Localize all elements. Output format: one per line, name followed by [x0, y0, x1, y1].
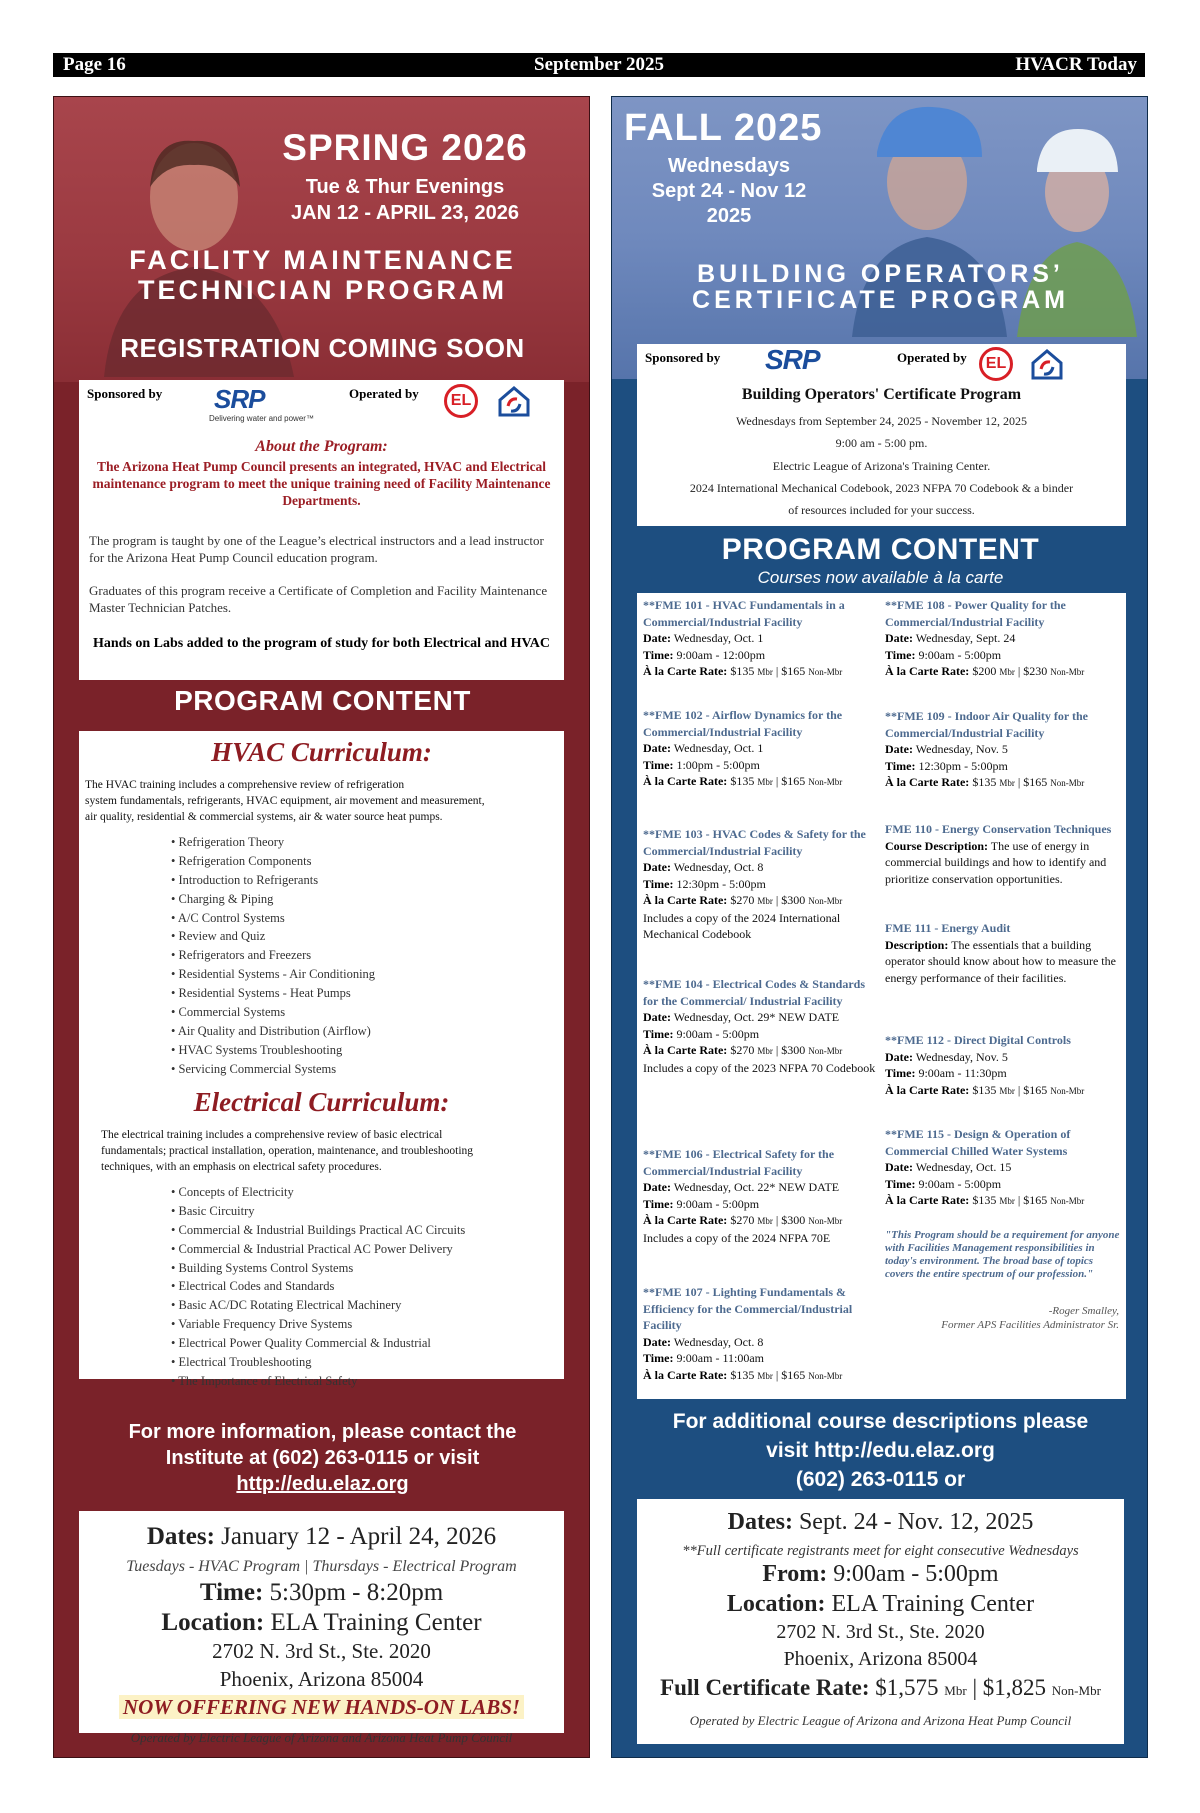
- date-value: Wednesday, Oct. 22* NEW DATE: [673, 1180, 840, 1194]
- hero-banner-right: [612, 97, 1148, 379]
- labs-text: Hands on Labs added to the program of study for both Electrical and HVAC: [92, 636, 550, 651]
- time-value: 9:00am - 5:00pm: [676, 1026, 760, 1041]
- rate-label: À la Carte Rate:: [885, 1193, 970, 1207]
- program-info-box: [637, 344, 1126, 526]
- course-time: [643, 876, 878, 893]
- location-value: ELA Training Center: [831, 1591, 1035, 1617]
- full-rate-member-label: Mbr: [944, 1683, 967, 1698]
- program-title-line2: TECHNICIAN PROGRAM: [138, 275, 507, 305]
- nonmember-label: Non-Mbr: [808, 667, 843, 677]
- date-label: Date:: [643, 631, 671, 645]
- time-row: [79, 1579, 564, 1607]
- course-title: **FME 101 - HVAC Fundamentals in a Commercial/Industrial Facility: [643, 598, 845, 629]
- description-text: The use of energy in commercial buildings and how to identify and prioritize conservation opportunities.: [885, 838, 1107, 886]
- from-value: 9:00am - 5:00pm: [833, 1561, 999, 1587]
- date-label: Date:: [643, 1180, 671, 1194]
- rate-label: À la Carte Rate:: [885, 775, 970, 789]
- electrical-intro-line: The electrical training includes a comprehensive review of basic electrical: [101, 1129, 443, 1141]
- author-name: -Roger Smalley,: [1048, 1305, 1119, 1317]
- course-rate: À la Carte Rate: $135 Mbr | $165 Non-Mbr: [643, 664, 843, 678]
- course-title: **FME 102 - Airflow Dynamics for the Commercial/Industrial Facility: [643, 708, 843, 739]
- hvac-intro-line: The HVAC training includes a comprehensive review of refrigeration: [85, 779, 405, 791]
- course-time: [885, 758, 1120, 775]
- electrical-curriculum-title: Electrical Curriculum:: [193, 1087, 450, 1117]
- course-rate: À la Carte Rate: $135 Mbr | $165 Non-Mbr: [885, 775, 1085, 789]
- page-number: Page 16: [63, 54, 126, 75]
- course-title: FME 110 - Energy Conservation Techniques: [885, 822, 1112, 836]
- list-item: • Electrical Power Quality Commercial & Industrial: [171, 1334, 465, 1353]
- course-date: [643, 1009, 878, 1026]
- date-value: Wednesday, Oct. 1: [673, 631, 764, 645]
- rate-nonmember: $230: [1023, 664, 1048, 678]
- rate-member: $135: [730, 774, 755, 788]
- description-label: Description:: [885, 937, 949, 952]
- srp-logo-icon: SRP: [765, 344, 820, 375]
- schedule: [240, 174, 570, 226]
- address-line1: 2702 N. 3rd St., Ste. 2020: [212, 1639, 431, 1663]
- labs-banner-text: NOW OFFERING NEW HANDS-ON LABS!: [119, 1695, 524, 1719]
- rate-nonmember: $165: [1023, 1193, 1048, 1207]
- rate-member: $135: [972, 1082, 997, 1097]
- program-title: [612, 261, 1148, 313]
- time-value: 9:00am - 5:00pm: [918, 647, 1002, 662]
- schedule-details-box: [79, 1511, 564, 1745]
- nonmember-label: Non-Mbr: [808, 1216, 843, 1226]
- list-item: • Residential Systems - Heat Pumps: [171, 984, 375, 1003]
- date-label: Date:: [643, 860, 671, 874]
- time-label: Time:: [643, 1026, 674, 1041]
- course-fme-102: [643, 707, 878, 791]
- schedule-details-box: [637, 1499, 1124, 1744]
- full-rate-nonmember: $1,825: [982, 1675, 1047, 1700]
- time-label: Time:: [643, 1351, 674, 1365]
- hero-banner-left: [54, 97, 590, 382]
- rate-nonmember: $300: [781, 1043, 806, 1057]
- list-item: • Air Quality and Distribution (Airflow): [171, 1022, 375, 1041]
- time-label: Time:: [885, 1176, 916, 1191]
- time-label: Time:: [885, 758, 916, 773]
- program-content-subheading: Courses now available à la carte: [757, 568, 1004, 587]
- location-value: ELA Training Center: [270, 1609, 482, 1636]
- operated-note: Operated by Electric League of Arizona and Arizona Heat Pump Council: [130, 1730, 513, 1745]
- facility-maintenance-ad: [53, 96, 590, 1758]
- graduates-text: Graduates of this program receive a Certificate of Completion and Facility Maintenance Master Technician Patches.: [89, 583, 548, 615]
- author-role: Former APS Facilities Administrator Sr.: [941, 1319, 1119, 1331]
- time-value: 9:00am - 5:00pm: [918, 1176, 1002, 1191]
- dates-row: [637, 1509, 1124, 1536]
- course-title: **FME 109 - Indoor Air Quality for the Commercial/Industrial Facility: [885, 709, 1089, 740]
- member-label: Mbr: [999, 778, 1015, 788]
- member-label: Mbr: [999, 667, 1015, 677]
- course-time: [643, 1196, 878, 1213]
- list-item: • Introduction to Refrigerants: [171, 871, 375, 890]
- date-label: Date:: [643, 1334, 671, 1349]
- date-label: Date:: [643, 1010, 671, 1024]
- list-item: • Residential Systems - Air Conditioning: [171, 965, 375, 984]
- rate-nonmember: $165: [781, 1367, 806, 1382]
- member-label: Mbr: [757, 667, 773, 677]
- masthead: [53, 53, 1145, 77]
- course-fme-112: [885, 1032, 1120, 1099]
- operated-by-label: Operated by: [897, 350, 967, 365]
- nonmember-label: Non-Mbr: [808, 1370, 843, 1381]
- dates-note: Tuesdays - HVAC Program | Thursdays - Electrical Program: [126, 1558, 517, 1575]
- rate-member: $270: [730, 1043, 755, 1057]
- member-label: Mbr: [999, 1085, 1015, 1096]
- member-label: Mbr: [757, 896, 773, 906]
- list-item: • Charging & Piping: [171, 890, 375, 909]
- course-fme-115: [885, 1126, 1120, 1210]
- rate-member: $270: [730, 893, 755, 907]
- sponsored-by-label: Sponsored by: [645, 350, 721, 365]
- member-label: Mbr: [757, 1046, 773, 1056]
- dates-label: Dates:: [146, 1523, 215, 1550]
- course-title: **FME 104 - Electrical Codes & Standards for the Commercial/ Industrial Facility: [643, 977, 865, 1008]
- nonmember-label: Non-Mbr: [1050, 667, 1085, 677]
- testimonial-author: [885, 1304, 1119, 1332]
- program-content-heading: PROGRAM CONTENT: [721, 533, 1040, 566]
- list-item: • Refrigeration Components: [171, 852, 375, 871]
- course-fme-103: [643, 826, 878, 943]
- member-label: Mbr: [757, 777, 773, 787]
- time-label: Time:: [643, 1196, 674, 1211]
- course-fme-109: [885, 708, 1120, 792]
- course-extra: Includes a copy of the 2024 NFPA 70E: [643, 1230, 831, 1245]
- rate-label: À la Carte Rate:: [643, 1367, 728, 1382]
- nonmember-label: Non-Mbr: [808, 896, 843, 906]
- program-info-line: Electric League of Arizona's Training Center.: [772, 459, 991, 473]
- from-row: [637, 1561, 1124, 1588]
- list-item: • Commercial & Industrial Buildings Practical AC Circuits: [171, 1221, 465, 1240]
- dates-row: [79, 1523, 564, 1551]
- time-value: 9:00am - 12:00pm: [676, 647, 766, 662]
- labs-banner: [79, 1695, 564, 1720]
- rate-member: $135: [730, 1367, 755, 1382]
- course-fme-104: [643, 976, 878, 1076]
- course-time: [643, 1350, 878, 1367]
- date-value: Wednesday, Nov. 5: [915, 742, 1008, 756]
- list-item: • Commercial & Industrial Practical AC Power Delivery: [171, 1240, 465, 1259]
- rate-nonmember: $300: [781, 893, 806, 907]
- schedule-dates: Sept 24 - Nov 12: [651, 180, 807, 202]
- season-title: FALL 2025: [624, 107, 823, 149]
- program-info-line: of resources included for your success.: [788, 503, 975, 517]
- curriculum-box: [79, 731, 564, 1388]
- dates-label: Dates:: [727, 1509, 793, 1535]
- list-item: • Building Systems Control Systems: [171, 1259, 465, 1278]
- location-label: Location:: [726, 1591, 826, 1617]
- course-time: [885, 1176, 1120, 1193]
- time-value: 12:30pm - 5:00pm: [676, 876, 766, 891]
- course-rate: À la Carte Rate: $135 Mbr | $165 Non-Mbr: [885, 1082, 1085, 1097]
- time-label: Time:: [885, 647, 916, 662]
- course-title: **FME 115 - Design & Operation of Commercial Chilled Water Systems: [885, 1127, 1071, 1158]
- rate-nonmember: $165: [781, 664, 806, 678]
- program-title-line1: BUILDING OPERATORS’: [697, 260, 1064, 288]
- schedule: [624, 154, 834, 229]
- list-item: • Commercial Systems: [171, 1003, 375, 1022]
- rate-label: À la Carte Rate:: [885, 664, 970, 678]
- srp-tagline: Delivering water and power™: [209, 414, 314, 423]
- website-link[interactable]: http://edu.elaz.org: [236, 1473, 409, 1495]
- about-box: [79, 380, 564, 680]
- course-title: **FME 103 - HVAC Codes & Safety for the Commercial/Industrial Facility: [643, 827, 866, 858]
- hvac-topic-list: [171, 833, 375, 1079]
- rate-member: $135: [972, 1193, 997, 1207]
- contact-line: For additional course descriptions please: [672, 1410, 1089, 1433]
- course-time: [885, 647, 1120, 664]
- list-item: • Review and Quiz: [171, 927, 375, 946]
- contact-line: Institute at (602) 263-0115 or visit: [165, 1447, 480, 1469]
- time-label: Time:: [199, 1579, 264, 1606]
- course-date: [643, 1334, 878, 1351]
- about-title: About the Program:: [255, 438, 388, 455]
- address-line1: 2702 N. 3rd St., Ste. 2020: [776, 1621, 985, 1643]
- building-operators-ad: [611, 96, 1148, 1758]
- about-text: The Arizona Heat Pump Council presents an integrated, HVAC and Electrical maintenance program to meet the unique training need of Facility Maintenance Departments.: [92, 459, 551, 508]
- schedule-days: Tue & Thur Evenings: [305, 176, 505, 198]
- course-title: FME 111 - Energy Audit: [885, 921, 1011, 935]
- course-time: [643, 757, 878, 774]
- rate-member: $135: [730, 664, 755, 678]
- srp-logo-icon: SRP: [214, 384, 265, 414]
- date-label: Date:: [885, 631, 913, 645]
- list-item: • Basic Circuitry: [171, 1202, 465, 1221]
- nonmember-label: Non-Mbr: [808, 777, 843, 787]
- date-value: Wednesday, Sept. 24: [915, 631, 1016, 645]
- course-rate: À la Carte Rate: $270 Mbr | $300 Non-Mbr: [643, 1043, 843, 1057]
- time-label: Time:: [885, 1066, 916, 1080]
- course-fme-111: [885, 920, 1120, 986]
- member-label: Mbr: [757, 1370, 773, 1381]
- rate-nonmember: $165: [1023, 1082, 1048, 1097]
- contact-info-right: [612, 1407, 1148, 1494]
- date-label: Date:: [885, 742, 913, 756]
- course-title: **FME 106 - Electrical Safety for the Commercial/Industrial Facility: [643, 1147, 835, 1178]
- course-list-box: [637, 593, 1126, 1399]
- date-value: Wednesday, Oct. 15: [915, 1160, 1012, 1174]
- contact-line: For more information, please contact the: [128, 1421, 517, 1443]
- date-value: Wednesday, Nov. 5: [915, 1049, 1008, 1064]
- program-info-line: 2024 International Mechanical Codebook, 2023 NFPA 70 Codebook & a binder: [689, 481, 1074, 495]
- rate-label: À la Carte Rate:: [643, 774, 728, 788]
- course-extra: Includes a copy of the 2024 International Mechanical Codebook: [643, 910, 841, 941]
- list-item: • A/C Control Systems: [171, 909, 375, 928]
- schedule-year: 2025: [706, 205, 752, 227]
- course-rate: À la Carte Rate: $270 Mbr | $300 Non-Mbr: [643, 1213, 843, 1227]
- full-rate-row: Full Certificate Rate: $1,575 Mbr | $1,825 Non-Mbr: [660, 1675, 1101, 1700]
- course-date: [885, 630, 1120, 647]
- course-date: [885, 1159, 1120, 1176]
- hvac-intro-line: air quality, residential & commercial systems, air & water source heat pumps.: [85, 811, 443, 823]
- rate-label: À la Carte Rate:: [643, 893, 728, 907]
- list-item: • Servicing Commercial Systems: [171, 1060, 375, 1079]
- time-value: 5:30pm - 8:20pm: [269, 1579, 444, 1606]
- program-info-line: Wednesdays from September 24, 2025 - November 12, 2025: [736, 414, 1027, 428]
- full-rate-nonmember-label: Non-Mbr: [1051, 1683, 1101, 1698]
- course-date: [643, 859, 878, 876]
- list-item: • Electrical Codes and Standards: [171, 1277, 465, 1296]
- registration-notice: REGISTRATION COMING SOON: [120, 333, 525, 363]
- testimonial-quote: "This Program should be a requirement for anyone with Facilities Management responsibilities in today's environment. The broad base of topics covers the entire spectrum of our profession.": [885, 1229, 1120, 1280]
- season-title: SPRING 2026: [282, 127, 528, 168]
- course-extra: Includes a copy of the 2023 NFPA 70 Codebook: [643, 1060, 876, 1075]
- program-info-line: 9:00 am - 5:00 pm.: [835, 436, 928, 450]
- description-text: The essentials that a building operator should know about how to measure the energy performance of their facilities.: [885, 937, 1116, 985]
- course-description: [885, 838, 1120, 888]
- nonmember-label: Non-Mbr: [1050, 778, 1085, 788]
- rate-nonmember: $300: [781, 1213, 806, 1227]
- list-item: • Refrigeration Theory: [171, 833, 375, 852]
- publication-name: HVACR Today: [1015, 54, 1137, 75]
- address-line2: Phoenix, Arizona 85004: [783, 1648, 978, 1670]
- time-value: 9:00am - 5:00pm: [676, 1196, 760, 1211]
- program-content-heading: PROGRAM CONTENT: [174, 685, 471, 716]
- rate-member: $200: [972, 664, 997, 678]
- instructor-text: The program is taught by one of the League’s electrical instructors and a lead instructor for the Arizona Heat Pump Council education program.: [89, 533, 544, 565]
- course-time: [643, 1026, 878, 1043]
- nonmember-label: Non-Mbr: [1050, 1196, 1085, 1206]
- operated-by-label: Operated by: [349, 386, 419, 401]
- course-date: [643, 740, 878, 757]
- member-label: Mbr: [757, 1216, 773, 1226]
- rate-label: À la Carte Rate:: [643, 664, 728, 678]
- electric-league-logo-icon: EL: [979, 347, 1013, 381]
- schedule-days: Wednesdays: [668, 155, 790, 177]
- dates-note: **Full certificate registrants meet for eight consecutive Wednesdays: [682, 1543, 1079, 1559]
- course-fme-101: [643, 597, 878, 681]
- hvac-intro-line: system fundamentals, refrigerants, HVAC equipment, air movement and measurement,: [85, 795, 485, 807]
- program-title-line2: CERTIFICATE PROGRAM: [692, 286, 1069, 314]
- heat-pump-council-logo-icon: [497, 384, 531, 418]
- time-label: Time:: [643, 647, 674, 662]
- nonmember-label: Non-Mbr: [808, 1046, 843, 1056]
- date-value: Wednesday, Oct. 8: [673, 860, 764, 874]
- schedule-dates: JAN 12 - APRIL 23, 2026: [291, 202, 519, 224]
- course-title: **FME 107 - Lighting Fundamentals & Efficiency for the Commercial/Industrial Facility: [643, 1285, 853, 1332]
- electrical-topic-list: [171, 1183, 465, 1391]
- electrical-intro-line: techniques, with an emphasis on electrical safety procedures.: [101, 1161, 382, 1173]
- rate-member: $135: [972, 775, 997, 789]
- contact-line: (602) 263-0115 or: [795, 1468, 966, 1491]
- date-label: Date:: [643, 741, 671, 755]
- location-label: Location:: [161, 1609, 265, 1636]
- time-value: 1:00pm - 5:00pm: [676, 757, 760, 772]
- list-item: • HVAC Systems Troubleshooting: [171, 1041, 375, 1060]
- date-label: Date:: [885, 1160, 913, 1174]
- course-fme-110: [885, 821, 1120, 887]
- program-title-line1: FACILITY MAINTENANCE: [129, 245, 516, 275]
- date-value: Wednesday, Oct. 1: [673, 741, 764, 755]
- course-description: [885, 937, 1120, 987]
- course-title: **FME 112 - Direct Digital Controls: [885, 1033, 1071, 1047]
- list-item: • Refrigerators and Freezers: [171, 946, 375, 965]
- rate-label: À la Carte Rate:: [885, 1082, 970, 1097]
- list-item: • Electrical Troubleshooting: [171, 1353, 465, 1372]
- course-title: **FME 108 - Power Quality for the Commercial/Industrial Facility: [885, 598, 1066, 629]
- rate-label: À la Carte Rate:: [643, 1213, 728, 1227]
- list-item: • Variable Frequency Drive Systems: [171, 1315, 465, 1334]
- course-rate: À la Carte Rate: $270 Mbr | $300 Non-Mbr: [643, 893, 843, 907]
- heat-pump-council-logo-icon: [1030, 347, 1064, 381]
- sponsored-by-label: Sponsored by: [87, 386, 163, 401]
- course-fme-106: [643, 1146, 878, 1246]
- member-label: Mbr: [999, 1196, 1015, 1206]
- course-time: [643, 647, 878, 664]
- program-info-title: Building Operators' Certificate Program: [741, 386, 1022, 403]
- contact-line-url[interactable]: visit http://edu.elaz.org: [766, 1439, 995, 1462]
- description-label: Course Description:: [885, 838, 988, 853]
- time-label: Time:: [643, 876, 674, 891]
- rate-nonmember: $165: [781, 774, 806, 788]
- time-value: 9:00am - 11:30pm: [918, 1066, 1007, 1080]
- list-item: • Concepts of Electricity: [171, 1183, 465, 1202]
- list-item: • Basic AC/DC Rotating Electrical Machinery: [171, 1296, 465, 1315]
- issue-date: September 2025: [534, 54, 664, 75]
- course-rate: À la Carte Rate: $135 Mbr | $165 Non-Mbr: [643, 1367, 843, 1382]
- course-rate: À la Carte Rate: $200 Mbr | $230 Non-Mbr: [885, 664, 1085, 678]
- course-rate: À la Carte Rate: $135 Mbr | $165 Non-Mbr: [643, 774, 843, 788]
- hvac-intro: [85, 777, 559, 825]
- course-rate: À la Carte Rate: $135 Mbr | $165 Non-Mbr: [885, 1193, 1085, 1207]
- program-title: [54, 245, 590, 305]
- course-fme-108: [885, 597, 1120, 681]
- date-value: Wednesday, Oct. 8: [673, 1334, 764, 1349]
- rate-member: $270: [730, 1213, 755, 1227]
- nonmember-label: Non-Mbr: [1050, 1085, 1085, 1096]
- time-label: Time:: [643, 757, 674, 772]
- course-date: [885, 1049, 1120, 1066]
- electrical-intro: [101, 1127, 561, 1175]
- course-date: [643, 1179, 878, 1196]
- course-time: [885, 1065, 1120, 1082]
- date-label: Date:: [885, 1049, 913, 1064]
- from-label: From:: [762, 1561, 828, 1587]
- location-row: [637, 1591, 1124, 1618]
- operated-note: Operated by Electric League of Arizona and Arizona Heat Pump Council: [689, 1713, 1072, 1728]
- dates-value: January 12 - April 24, 2026: [221, 1523, 497, 1550]
- time-value: 12:30pm - 5:00pm: [918, 758, 1008, 773]
- electric-league-logo-icon: EL: [444, 384, 478, 418]
- list-item: • The Importance of Electrical Safety: [171, 1372, 465, 1391]
- date-value: Wednesday, Oct. 29* NEW DATE: [673, 1010, 840, 1024]
- location-row: [79, 1609, 564, 1637]
- rate-label: À la Carte Rate:: [643, 1043, 728, 1057]
- hvac-curriculum-title: HVAC Curriculum:: [211, 737, 432, 767]
- time-value: 9:00am - 11:00am: [676, 1351, 764, 1365]
- dates-value: Sept. 24 - Nov. 12, 2025: [798, 1509, 1034, 1535]
- course-fme-107: [643, 1284, 878, 1384]
- contact-info-left: [54, 1419, 590, 1497]
- full-rate-label: Full Certificate Rate:: [660, 1675, 870, 1700]
- course-date: [643, 630, 878, 647]
- address-line2: Phoenix, Arizona 85004: [219, 1667, 424, 1691]
- course-date: [885, 741, 1120, 758]
- rate-nonmember: $165: [1023, 775, 1048, 789]
- full-rate-member: $1,575: [875, 1675, 939, 1700]
- electrical-intro-line: fundamentals; practical installation, operation, maintenance, and troubleshooting: [101, 1145, 474, 1157]
